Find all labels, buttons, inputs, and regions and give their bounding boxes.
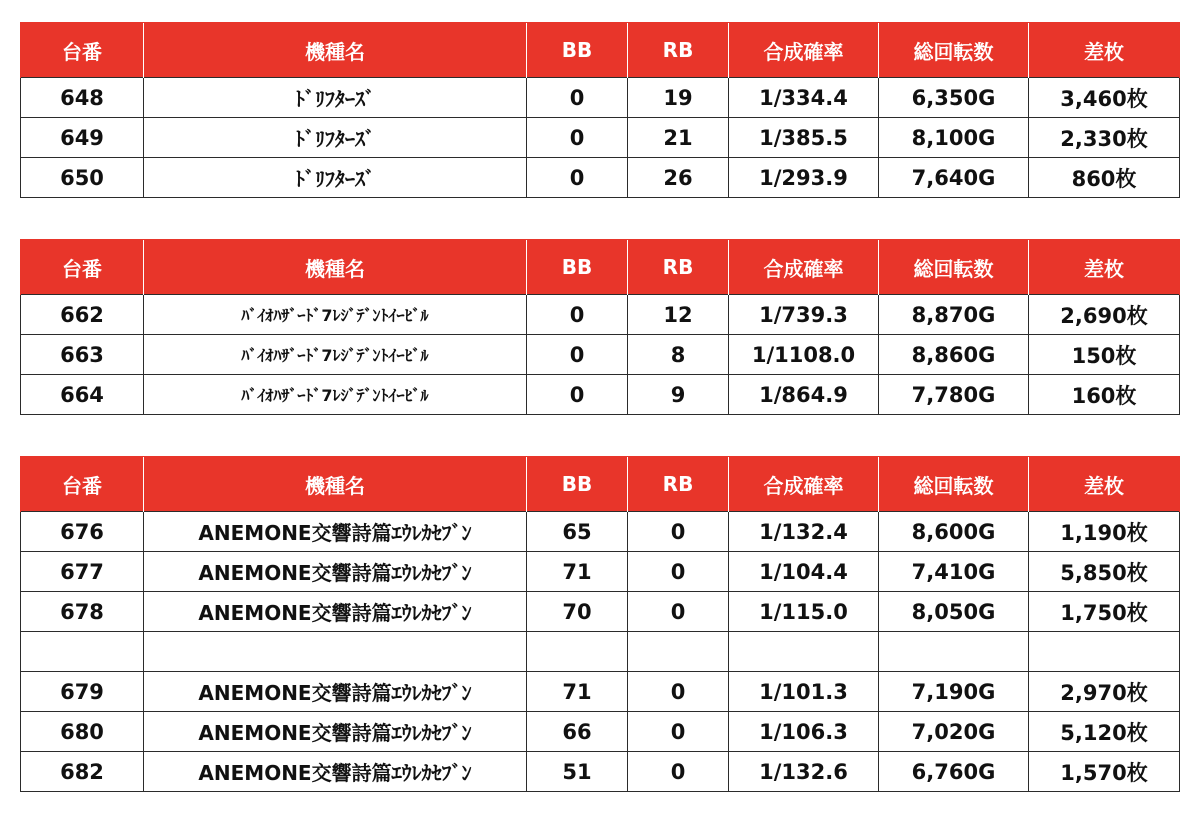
cell-bb: 0: [527, 295, 628, 335]
header-medal-difference: 差枚: [1029, 457, 1180, 512]
header-bb: BB: [527, 457, 628, 512]
table-row: [21, 672, 1180, 712]
header-rb: RB: [628, 240, 729, 295]
cell-machine-name: ANEMONE交響詩篇ｴｳﾚｶｾﾌﾞﾝ: [144, 552, 527, 592]
cell-total-games: 7,020G: [879, 712, 1029, 752]
header-machine-name: 機種名: [144, 23, 527, 78]
cell-bb: 70: [527, 592, 628, 632]
cell-rb: 9: [628, 375, 729, 415]
cell-machine-number: 649: [21, 118, 144, 158]
cell-total-games: 8,100G: [879, 118, 1029, 158]
cell-medal-difference: 2,330枚: [1029, 118, 1180, 158]
cell-combined-probability: 1/739.3: [729, 295, 879, 335]
cell-bb: 0: [527, 78, 628, 118]
cell-combined-probability: 1/864.9: [729, 375, 879, 415]
cell-combined-probability: 1/1108.0: [729, 335, 879, 375]
cell-combined-probability: 1/132.4: [729, 512, 879, 552]
cell-machine-number: 664: [21, 375, 144, 415]
header-rb: RB: [628, 457, 729, 512]
header-row: [21, 23, 1180, 78]
cell-bb: [527, 632, 628, 672]
cell-total-games: 7,640G: [879, 158, 1029, 198]
cell-total-games: 8,050G: [879, 592, 1029, 632]
table-row: [21, 118, 1180, 158]
header-machine-name: 機種名: [144, 457, 527, 512]
cell-machine-name: ﾊﾞｲｵﾊｻﾞｰﾄﾞ7ﾚｼﾞﾃﾞﾝﾄｲｰﾋﾞﾙ: [144, 295, 527, 335]
cell-total-games: 7,410G: [879, 552, 1029, 592]
cell-machine-number: 682: [21, 752, 144, 792]
cell-machine-name: ﾄﾞﾘﾌﾀｰｽﾞ: [144, 78, 527, 118]
cell-bb: 71: [527, 672, 628, 712]
cell-machine-number: 678: [21, 592, 144, 632]
cell-machine-number: 680: [21, 712, 144, 752]
cell-machine-name: ANEMONE交響詩篇ｴｳﾚｶｾﾌﾞﾝ: [144, 512, 527, 552]
header-combined-probability: 合成確率: [729, 457, 879, 512]
header-medal-difference: 差枚: [1029, 240, 1180, 295]
cell-total-games: 6,760G: [879, 752, 1029, 792]
cell-rb: [628, 632, 729, 672]
table-row: [21, 752, 1180, 792]
cell-machine-number: 677: [21, 552, 144, 592]
machine-data-table-3: [20, 456, 1179, 792]
cell-machine-name: ﾊﾞｲｵﾊｻﾞｰﾄﾞ7ﾚｼﾞﾃﾞﾝﾄｲｰﾋﾞﾙ: [144, 375, 527, 415]
cell-medal-difference: 5,120枚: [1029, 712, 1180, 752]
cell-rb: 12: [628, 295, 729, 335]
cell-machine-name: ﾊﾞｲｵﾊｻﾞｰﾄﾞ7ﾚｼﾞﾃﾞﾝﾄｲｰﾋﾞﾙ: [144, 335, 527, 375]
cell-medal-difference: 1,190枚: [1029, 512, 1180, 552]
empty-row: [21, 632, 1180, 672]
cell-combined-probability: 1/385.5: [729, 118, 879, 158]
cell-bb: 0: [527, 335, 628, 375]
table-row: [21, 295, 1180, 335]
cell-medal-difference: 3,460枚: [1029, 78, 1180, 118]
header-machine-name: 機種名: [144, 240, 527, 295]
cell-machine-number: 663: [21, 335, 144, 375]
cell-bb: 66: [527, 712, 628, 752]
cell-combined-probability: 1/106.3: [729, 712, 879, 752]
cell-machine-number: 650: [21, 158, 144, 198]
cell-medal-difference: 160枚: [1029, 375, 1180, 415]
cell-machine-number: [21, 632, 144, 672]
cell-combined-probability: [729, 632, 879, 672]
cell-machine-name: ANEMONE交響詩篇ｴｳﾚｶｾﾌﾞﾝ: [144, 592, 527, 632]
header-total-games: 総回転数: [879, 240, 1029, 295]
cell-combined-probability: 1/104.4: [729, 552, 879, 592]
cell-rb: 8: [628, 335, 729, 375]
data-table: [20, 239, 1180, 415]
cell-rb: 21: [628, 118, 729, 158]
header-combined-probability: 合成確率: [729, 240, 879, 295]
cell-bb: 0: [527, 375, 628, 415]
header-machine-number: 台番: [21, 23, 144, 78]
cell-total-games: 8,860G: [879, 335, 1029, 375]
header-total-games: 総回転数: [879, 457, 1029, 512]
table-row: [21, 375, 1180, 415]
table-row: [21, 552, 1180, 592]
header-total-games: 総回転数: [879, 23, 1029, 78]
cell-total-games: 7,190G: [879, 672, 1029, 712]
cell-combined-probability: 1/115.0: [729, 592, 879, 632]
cell-combined-probability: 1/334.4: [729, 78, 879, 118]
cell-medal-difference: 1,570枚: [1029, 752, 1180, 792]
cell-machine-name: [144, 632, 527, 672]
data-table: [20, 22, 1180, 198]
cell-rb: 0: [628, 512, 729, 552]
cell-rb: 0: [628, 672, 729, 712]
cell-bb: 71: [527, 552, 628, 592]
cell-medal-difference: 1,750枚: [1029, 592, 1180, 632]
header-bb: BB: [527, 23, 628, 78]
header-row: [21, 240, 1180, 295]
header-machine-number: 台番: [21, 457, 144, 512]
cell-medal-difference: 2,690枚: [1029, 295, 1180, 335]
cell-rb: 19: [628, 78, 729, 118]
cell-machine-name: ANEMONE交響詩篇ｴｳﾚｶｾﾌﾞﾝ: [144, 712, 527, 752]
header-combined-probability: 合成確率: [729, 23, 879, 78]
cell-machine-number: 679: [21, 672, 144, 712]
cell-medal-difference: 2,970枚: [1029, 672, 1180, 712]
cell-rb: 26: [628, 158, 729, 198]
cell-medal-difference: [1029, 632, 1180, 672]
cell-combined-probability: 1/132.6: [729, 752, 879, 792]
cell-rb: 0: [628, 552, 729, 592]
header-machine-number: 台番: [21, 240, 144, 295]
table-row: [21, 335, 1180, 375]
header-rb: RB: [628, 23, 729, 78]
cell-total-games: 8,600G: [879, 512, 1029, 552]
cell-total-games: 7,780G: [879, 375, 1029, 415]
cell-rb: 0: [628, 592, 729, 632]
cell-machine-number: 648: [21, 78, 144, 118]
data-table: [20, 456, 1180, 792]
table-row: [21, 592, 1180, 632]
machine-data-table-1: [20, 22, 1179, 198]
cell-combined-probability: 1/101.3: [729, 672, 879, 712]
table-row: [21, 158, 1180, 198]
cell-bb: 65: [527, 512, 628, 552]
header-bb: BB: [527, 240, 628, 295]
cell-machine-name: ANEMONE交響詩篇ｴｳﾚｶｾﾌﾞﾝ: [144, 672, 527, 712]
table-row: [21, 712, 1180, 752]
header-row: [21, 457, 1180, 512]
table-row: [21, 78, 1180, 118]
cell-bb: 51: [527, 752, 628, 792]
cell-total-games: [879, 632, 1029, 672]
cell-rb: 0: [628, 712, 729, 752]
cell-total-games: 6,350G: [879, 78, 1029, 118]
cell-machine-number: 662: [21, 295, 144, 335]
table-row: [21, 512, 1180, 552]
cell-medal-difference: 5,850枚: [1029, 552, 1180, 592]
cell-total-games: 8,870G: [879, 295, 1029, 335]
cell-medal-difference: 860枚: [1029, 158, 1180, 198]
machine-data-table-2: [20, 239, 1179, 415]
cell-combined-probability: 1/293.9: [729, 158, 879, 198]
cell-machine-name: ﾄﾞﾘﾌﾀｰｽﾞ: [144, 158, 527, 198]
cell-bb: 0: [527, 158, 628, 198]
cell-medal-difference: 150枚: [1029, 335, 1180, 375]
cell-rb: 0: [628, 752, 729, 792]
header-medal-difference: 差枚: [1029, 23, 1180, 78]
cell-bb: 0: [527, 118, 628, 158]
cell-machine-number: 676: [21, 512, 144, 552]
cell-machine-name: ANEMONE交響詩篇ｴｳﾚｶｾﾌﾞﾝ: [144, 752, 527, 792]
cell-machine-name: ﾄﾞﾘﾌﾀｰｽﾞ: [144, 118, 527, 158]
